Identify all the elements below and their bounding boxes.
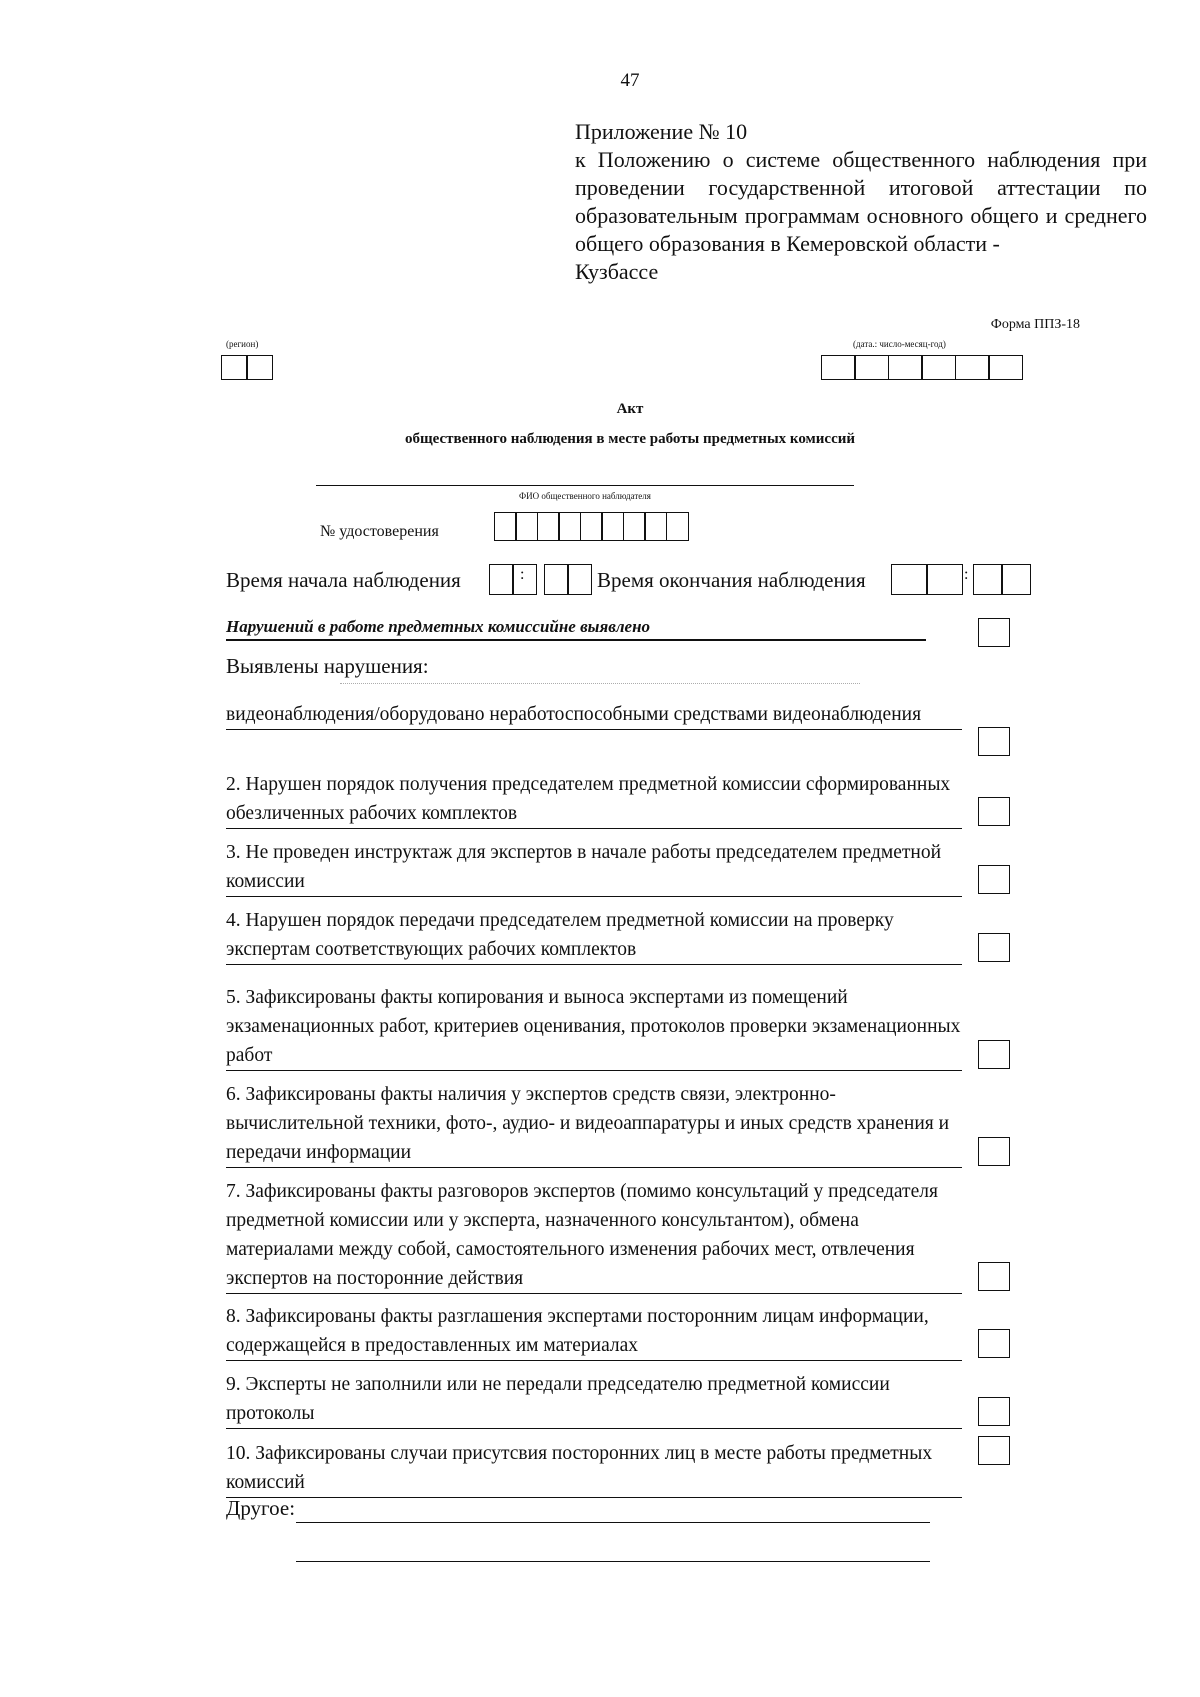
date-cell[interactable] [888,355,923,380]
act-title: Акт [616,401,644,417]
violation-checkbox-3[interactable] [978,865,1010,894]
violation-checkbox-5[interactable] [978,1040,1010,1069]
time-cell[interactable] [567,564,592,595]
violation-item-6: 6. Зафиксированы факты наличия у экспертов средств связи, электронно-вычислительной техники, фото-, аудио- и видеоаппаратуры и иных средств хранения и передачи информации [226,1080,962,1168]
certificate-cell[interactable] [537,512,560,541]
certificate-cell[interactable] [515,512,538,541]
region-label: (регион) [226,339,259,349]
violation-checkbox-2[interactable] [978,797,1010,826]
act-subtitle: общественного наблюдения в месте работы предметных комиссий [404,431,856,447]
observer-name-field[interactable] [316,485,854,486]
page-number: 47 [620,70,640,91]
violation-item-5: 5. Зафиксированы факты копирования и выноса экспертами из помещений экзаменационных работ, критериев оценивания, протоколов проверки экзаменационных работ [226,983,962,1071]
form-code: Форма ППЗ-18 [990,317,1080,332]
violation-item-1: видеонаблюдения/оборудовано неработоспособными средствами видеонаблюдения [226,700,962,730]
violation-item-7: 7. Зафиксированы факты разговоров экспертов (помимо консультаций у председателя предметной комиссии или у эксперта, назначенного консультантом), обмена материалами между собой, самостоятельного изменения рабочих мест, отвлечения экспертов на посторонние действия [226,1177,962,1294]
violation-checkbox-10[interactable] [978,1436,1010,1465]
certificate-cell[interactable] [580,512,603,541]
time-start-minutes[interactable] [545,564,592,595]
date-cell[interactable] [821,355,856,380]
time-end-minutes[interactable] [974,564,1031,595]
time-cell[interactable] [489,564,514,595]
region-cell[interactable] [246,355,273,380]
certificate-cell[interactable] [558,512,581,541]
no-violations-text: Нарушений в работе предметных комиссийне выявлено [226,617,926,641]
time-start-label: Время начала наблюдения [226,568,461,592]
certificate-label: № удостоверения [320,523,439,540]
certificate-cell[interactable] [666,512,689,541]
time-cell[interactable] [544,564,569,595]
time-start-separator: : [520,566,525,583]
no-violations-checkbox[interactable] [978,618,1010,647]
time-start-hours[interactable] [490,564,537,595]
violation-item-3: 3. Не проведен инструктаж для экспертов в начале работы председателем предметной комиссии [226,838,962,897]
time-cell[interactable] [1001,564,1031,595]
certificate-cell[interactable] [644,512,667,541]
violation-checkbox-6[interactable] [978,1137,1010,1166]
violation-item-10: 10. Зафиксированы случаи присутсвия посторонних лиц в месте работы предметных комиссий [226,1439,962,1498]
violation-item-9: 9. Эксперты не заполнили или не передали председателю предметной комиссии протоколы [226,1370,962,1429]
date-field[interactable] [822,355,1023,380]
time-cell[interactable] [973,564,1003,595]
violation-item-4: 4. Нарушен порядок передачи председателем предметной комиссии на проверку экспертам соответствующих рабочих комплектов [226,906,962,965]
region-field[interactable] [222,355,273,380]
clipped-text-line [340,683,860,690]
time-end-separator: : [964,566,969,583]
observer-name-label: ФИО общественного наблюдателя [519,491,651,501]
date-cell[interactable] [854,355,889,380]
appendix-title: Приложение № 10 [575,119,748,144]
violation-checkbox-1[interactable] [978,727,1010,756]
date-cell[interactable] [921,355,956,380]
other-input-line[interactable] [296,1561,930,1562]
time-end-label: Время окончания наблюдения [597,568,866,592]
other-input-line[interactable] [296,1522,930,1523]
appendix-header [575,118,1147,286]
date-label: (дата.: число-месяц-год) [853,339,946,349]
violation-checkbox-7[interactable] [978,1262,1010,1291]
time-end-hours[interactable] [892,564,963,595]
date-cell[interactable] [955,355,990,380]
violation-item-8: 8. Зафиксированы факты разглашения экспертами посторонним лицам информации, содержащейся в предоставленных им материалах [226,1302,962,1361]
certificate-cell[interactable] [623,512,646,541]
certificate-cell[interactable] [601,512,624,541]
certificate-cell[interactable] [494,512,517,541]
date-cell[interactable] [988,355,1023,380]
violation-item-2: 2. Нарушен порядок получения председателем предметной комиссии сформированных обезличенных рабочих комплектов [226,770,962,829]
appendix-subtitle: к Положению о системе общественного наблюдения при проведении государственной итоговой аттестации по образовательным программам основного общего и среднего общего образования в Кемеровской области - [575,147,1147,256]
violation-checkbox-8[interactable] [978,1329,1010,1358]
violations-found-label: Выявлены нарушения: [226,654,429,678]
region-cell[interactable] [221,355,248,380]
time-cell[interactable] [512,564,537,595]
certificate-field[interactable] [495,512,689,541]
violation-checkbox-9[interactable] [978,1397,1010,1426]
time-cell[interactable] [926,564,963,595]
time-cell[interactable] [891,564,928,595]
other-label: Другое: [226,1496,296,1520]
violation-checkbox-4[interactable] [978,933,1010,962]
appendix-subtitle-last: Кузбассе [575,259,659,284]
